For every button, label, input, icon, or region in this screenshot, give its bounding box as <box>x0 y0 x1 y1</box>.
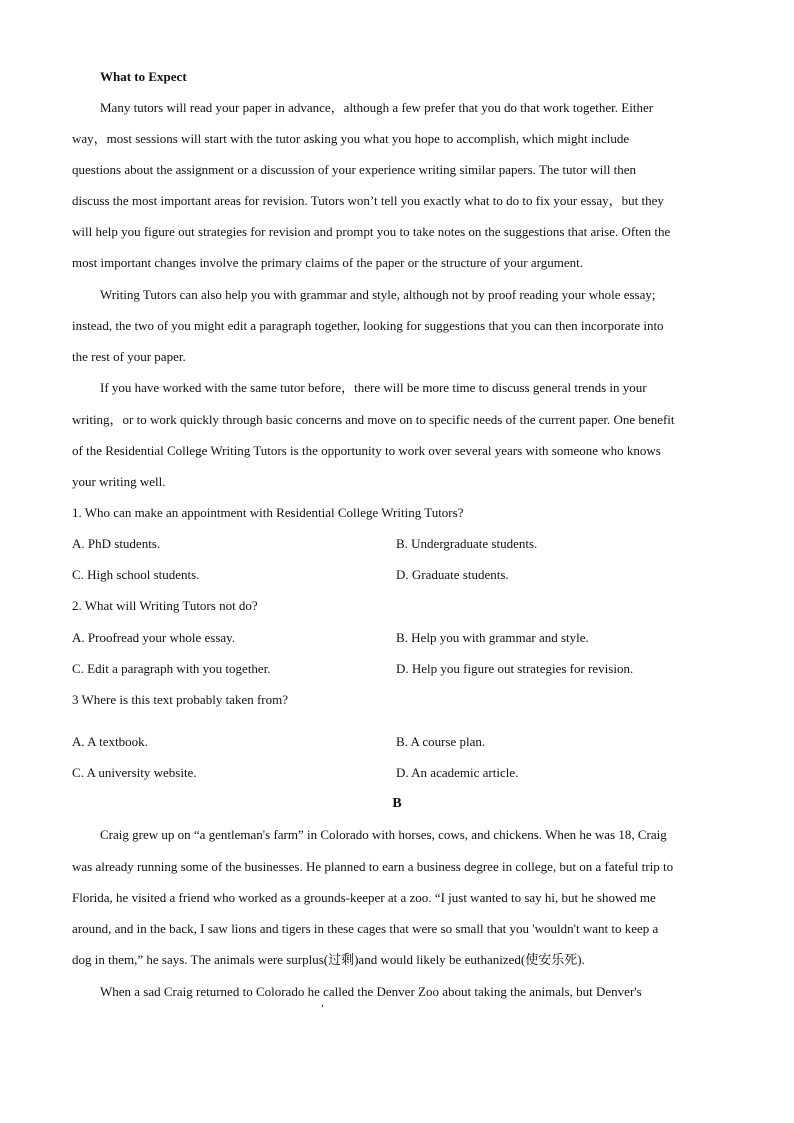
paragraph-line: When a sad Craig returned to Colorado he called the Denver Zoo about taking the animals, but Denver's <box>100 984 642 999</box>
option-d: D. An academic article. <box>396 765 519 780</box>
paragraph-line: your writing well. <box>72 474 166 489</box>
section-label-b: B <box>392 796 402 811</box>
paragraph-line: discuss the most important areas for revision. Tutors won’t tell you exactly what to do to fix your essay，but they <box>72 193 664 208</box>
paragraph-line: was already running some of the businesses. He planned to earn a business degree in college, but on a fateful trip to <box>72 859 674 874</box>
option-d: D. Graduate students. <box>396 567 509 582</box>
paragraph-line: will help you figure out strategies for revision and prompt you to take notes on the suggestions that arise. Often the <box>72 224 671 239</box>
option-c: C. High school students. <box>72 567 200 582</box>
paragraph-line: Craig grew up on “a gentleman's farm” in Colorado with horses, cows, and chickens. When he was 18, Craig <box>100 827 667 842</box>
paragraph-line: instead, the two of you might edit a paragraph together, looking for suggestions that you can then incorporate into <box>72 318 664 333</box>
paragraph-line: writing，or to work quickly through basic concerns and move on to specific needs of the current paper. One benefit <box>72 412 675 427</box>
paragraph-line: dog in them,” he says. The animals were surplus(过剩)and would likely be euthanized(使安乐死). <box>72 952 585 967</box>
paragraph-line: the rest of your paper. <box>72 349 186 364</box>
paragraph-line: of the Residential College Writing Tutors is the opportunity to work over several years with someone who knows <box>72 443 661 458</box>
option-a: A. Proofread your whole essay. <box>72 630 236 645</box>
option-d: D. Help you figure out strategies for revision. <box>396 661 634 676</box>
option-b: B. A course plan. <box>396 734 486 749</box>
paragraph-line: around, and in the back, I saw lions and tigers in these cages that were so small that you 'wouldn't want to keep a <box>72 921 659 936</box>
option-b: B. Help you with grammar and style. <box>396 630 589 645</box>
stray-comma: , <box>321 997 324 1009</box>
option-a: A. PhD students. <box>72 536 161 551</box>
paragraph-line: Many tutors will read your paper in advance，although a few prefer that you do that work together. Either <box>100 100 654 115</box>
option-b: B. Undergraduate students. <box>396 536 538 551</box>
question-stem: 2. What will Writing Tutors not do? <box>72 598 258 613</box>
paragraph-line: Florida, he visited a friend who worked as a grounds-keeper at a zoo. “I just wanted to say hi, but he showed me <box>72 890 656 905</box>
paragraph-line: way，most sessions will start with the tutor asking you what you hope to accomplish, which might include <box>72 131 630 146</box>
section-heading: What to Expect <box>100 69 187 84</box>
paragraph-line: most important changes involve the primary claims of the paper or the structure of your argument. <box>72 255 583 270</box>
question-stem: 3 Where is this text probably taken from? <box>72 692 289 707</box>
option-c: C. Edit a paragraph with you together. <box>72 661 271 676</box>
option-c: C. A university website. <box>72 765 197 780</box>
option-a: A. A textbook. <box>72 734 148 749</box>
paragraph-line: Writing Tutors can also help you with grammar and style, although not by proof reading your whole essay; <box>100 287 656 302</box>
paragraph-line: questions about the assignment or a discussion of your experience writing similar papers. The tutor will then <box>72 162 637 177</box>
question-stem: 1. Who can make an appointment with Residential College Writing Tutors? <box>72 505 464 520</box>
paragraph-line: If you have worked with the same tutor before，there will be more time to discuss general trends in your <box>100 380 647 395</box>
